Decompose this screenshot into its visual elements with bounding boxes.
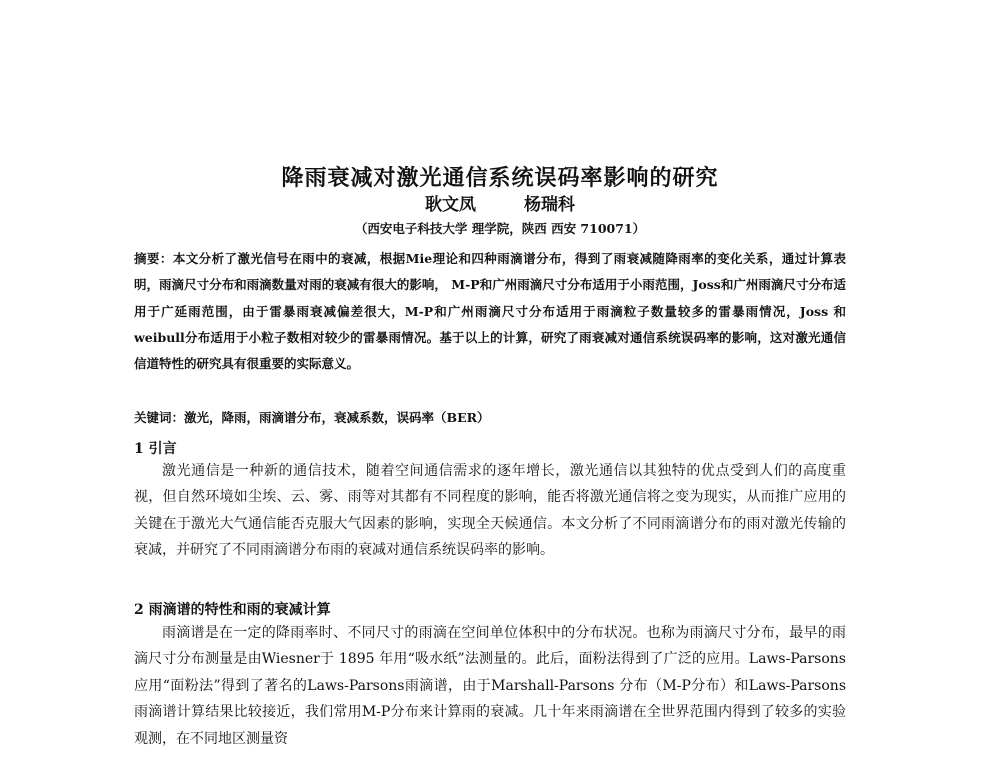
abstract (134, 246, 846, 377)
keywords-label: 关键词： (134, 410, 185, 425)
section-heading-intro: 1 引言 (134, 441, 177, 457)
keywords (134, 405, 846, 431)
affiliation: （西安电子科技大学 理学院，陕西 西安 710071） (354, 221, 646, 236)
author-name: 杨瑞科 (524, 195, 575, 215)
section-paragraph-raindrop: 雨滴谱是在一定的降雨率时、不同尺寸的雨滴在空间单位体积中的分布状况。也称为雨滴尺寸分布，最早的雨滴尺寸分布测量是由Wiesner于 1895 年用“吸水纸”法测量的。此后，面粉法得到了广泛的应用。Laws-Parsons应用“面粉法”得到了著名的Laws-Parsons雨滴谱，由于Marshall-Parsons 分布（M-P分布）和Laws-Parsons雨滴谱计算结果比较接近，我们常用M-P分布来计算雨的衰减。几十年来雨滴谱在全世界范围内得到了较多的实验观测，在不同地区测量资 (134, 625, 846, 747)
section-heading-raindrop: 2 雨滴谱的特性和雨的衰减计算 (134, 602, 331, 618)
paper-title: 降雨衰减对激光通信系统误码率影响的研究 (281, 164, 719, 191)
abstract-label: 摘要： (134, 251, 173, 266)
keywords-text: 激光，降雨，雨滴谱分布，衰减系数，误码率（BER） (184, 410, 490, 425)
section-paragraph-intro: 激光通信是一种新的通信技术，随着空间通信需求的逐年增长，激光通信以其独特的优点受到人们的高度重视，但自然环境如尘埃、云、雾、雨等对其都有不同程度的影响，能否将激光通信将之变为现实，从而推广应用的关键在于激光大气通信能否克服大气因素的影响，实现全天候通信。本文分析了不同雨滴谱分布的雨对激光传输的衰减，并研究了不同雨滴谱分布雨的衰减对通信系统误码率的影响。 (134, 463, 846, 559)
author-list (0, 190, 1000, 215)
author-name: 耿文凤 (425, 195, 476, 215)
abstract-text: 本文分析了激光信号在雨中的衰减，根据Mie理论和四种雨滴谱分布，得到了雨衰减随降雨率的变化关系，通过计算表明，雨滴尺寸分布和雨滴数量对雨的衰减有很大的影响， M-P和广州雨滴尺寸分布适用于小雨范围，Joss和广州雨滴尺寸分布适用于广延雨范围，由于雷暴雨衰减偏差很大，M-P和广州雨滴尺寸分布适用于雨滴粒子数量较多的雷暴雨情况，Joss 和 weibull分布适用于小粒子数相对较少的雷暴雨情况。基于以上的计算，研究了雨衰减对通信系统误码率的影响，这对激光通信信道特性的研究具有很重要的实际意义。 (134, 251, 846, 372)
